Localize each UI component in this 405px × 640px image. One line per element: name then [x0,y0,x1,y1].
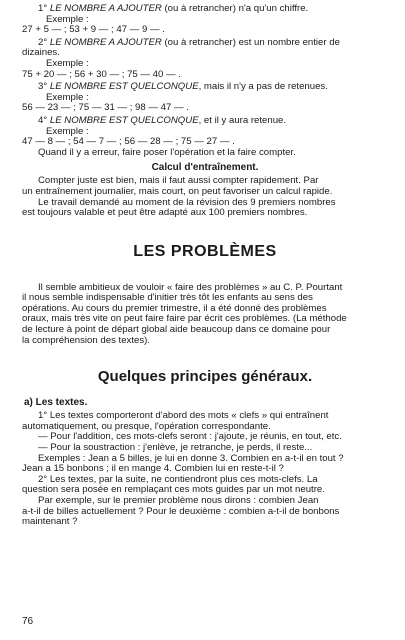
case-2-statement-cont: dizaines. [22,47,60,59]
case-title: LE NOMBRE A AJOUTER [49,36,162,48]
case-number: 3° [38,81,48,93]
case-title: LE NOMBRE EST QUELCONQUE [49,81,199,93]
page-content [22,4,388,528]
case-title: LE NOMBRE EST QUELCONQUE [49,114,199,126]
case-3 [22,82,388,114]
case-2-statement [22,38,388,49]
section-calcul [22,162,388,218]
case-2 [22,38,388,80]
section-principes [22,368,388,528]
example-label: Exemple : [46,13,89,25]
example-label: Exemple : [46,91,89,103]
paragraph-line: automatiquement, ou presque, l'opération correspondante. [22,420,271,432]
paragraph-line: 1° Les textes comporteront d'abord des mots « clefs » qui entraînent [38,410,329,422]
paragraph-line: question sera posée en remplaçant ces mots guides par un mot neutre. [22,484,325,496]
paragraph-line: Exemples : Jean a 5 billes, je lui en donne 3. Combien en a-t-il en tout ? [38,452,344,464]
section-heading: Calcul d'entraînement. [151,162,259,174]
case-title: LE NOMBRE A AJOUTER [49,3,162,14]
paragraph-line: il nous semble indispensable d'initier très tôt les enfants au sens des [22,292,313,304]
example-operations: 27 + 5 — ; 53 + 9 — ; 47 — 9 — . [22,24,165,36]
case-1 [22,4,388,36]
example-operations: 47 — 8 — ; 54 — 7 — ; 56 — 28 — ; 75 — 27 — . [22,136,235,148]
subsection-heading: a) Les textes. [24,397,88,409]
case-1-statement [22,4,388,15]
case-4-statement [22,116,388,127]
paragraph-line: Compter juste est bien, mais il faut aussi compter rapidement. Par [38,175,319,187]
paragraph-line: opérations. Au cours du premier trimestre, il a été donné des problèmes [22,302,327,314]
paragraph-line: Il semble ambitieux de vouloir « faire des problèmes » au C. P. Pourtant [38,281,343,293]
case-text: , et il y aura retenue. [198,114,287,126]
case-text: , mais il n'y a pas de retenues. [198,81,328,93]
case-4 [22,116,388,158]
case-text: (ou à retrancher) n'a qu'un chiffre. [161,3,309,14]
case-number: 4° [38,114,48,126]
case-number: 1° [38,3,48,14]
paragraph-line: Jean a 15 bonbons ; il en mange 4. Combien lui en reste-t-il ? [22,463,284,475]
paragraph-line: de lecture à point de départ global aide beaucoup dans ce domaine pour [22,324,331,336]
closing-line: Quand il y a erreur, faire poser l'opération et la faire compter. [38,146,296,158]
paragraph-line: Par exemple, sur le premier problème nous dirons : combien Jean [38,495,319,506]
paragraph-line: 2° Les textes, par la suite, ne contiendront plus ces mots-clefs. La [38,473,318,485]
paragraph-line: a-t-il de billes actuellement ? Pour le deuxième : combien a-t-il de bonbons [22,505,340,517]
paragraph-line: — Pour la soustraction : j'enlève, je retranche, je perds, il reste... [38,442,313,454]
example-label: Exemple : [46,125,89,137]
section-problemes [22,243,388,347]
paragraph-line: un entraînement journalier, mais court, on peut favoriser un calcul rapide. [22,185,333,197]
example-operations: 75 + 20 — ; 56 + 30 — ; 75 — 40 — . [22,68,181,80]
paragraph-line: — Pour l'addition, ces mots-clefs seront : j'ajoute, je réunis, en tout, etc. [38,431,342,443]
example-operations: 56 — 23 — ; 75 — 31 — ; 98 — 47 — . [22,102,189,114]
paragraph-line: maintenant ? [22,516,78,528]
paragraph-line: Le travail demandé au moment de la révision des 9 premiers nombres [38,196,336,208]
page-number: 76 [22,616,34,627]
case-text: (ou à retrancher) est un nombre entier de [161,36,340,48]
case-number: 2° [38,36,48,48]
paragraph-line: est toujours valable et peut être adapté aux 100 premiers nombres. [22,207,308,219]
example-label: Exemple : [46,57,89,69]
section-heading: Quelques principes généraux. [97,368,313,386]
paragraph-line: oraux, mais très vite on peut faire faire par écrit ces problèmes. (La méthode [22,313,347,325]
chapter-heading: LES PROBLÈMES [133,242,277,260]
paragraph-line: la compréhension des textes). [22,334,150,346]
